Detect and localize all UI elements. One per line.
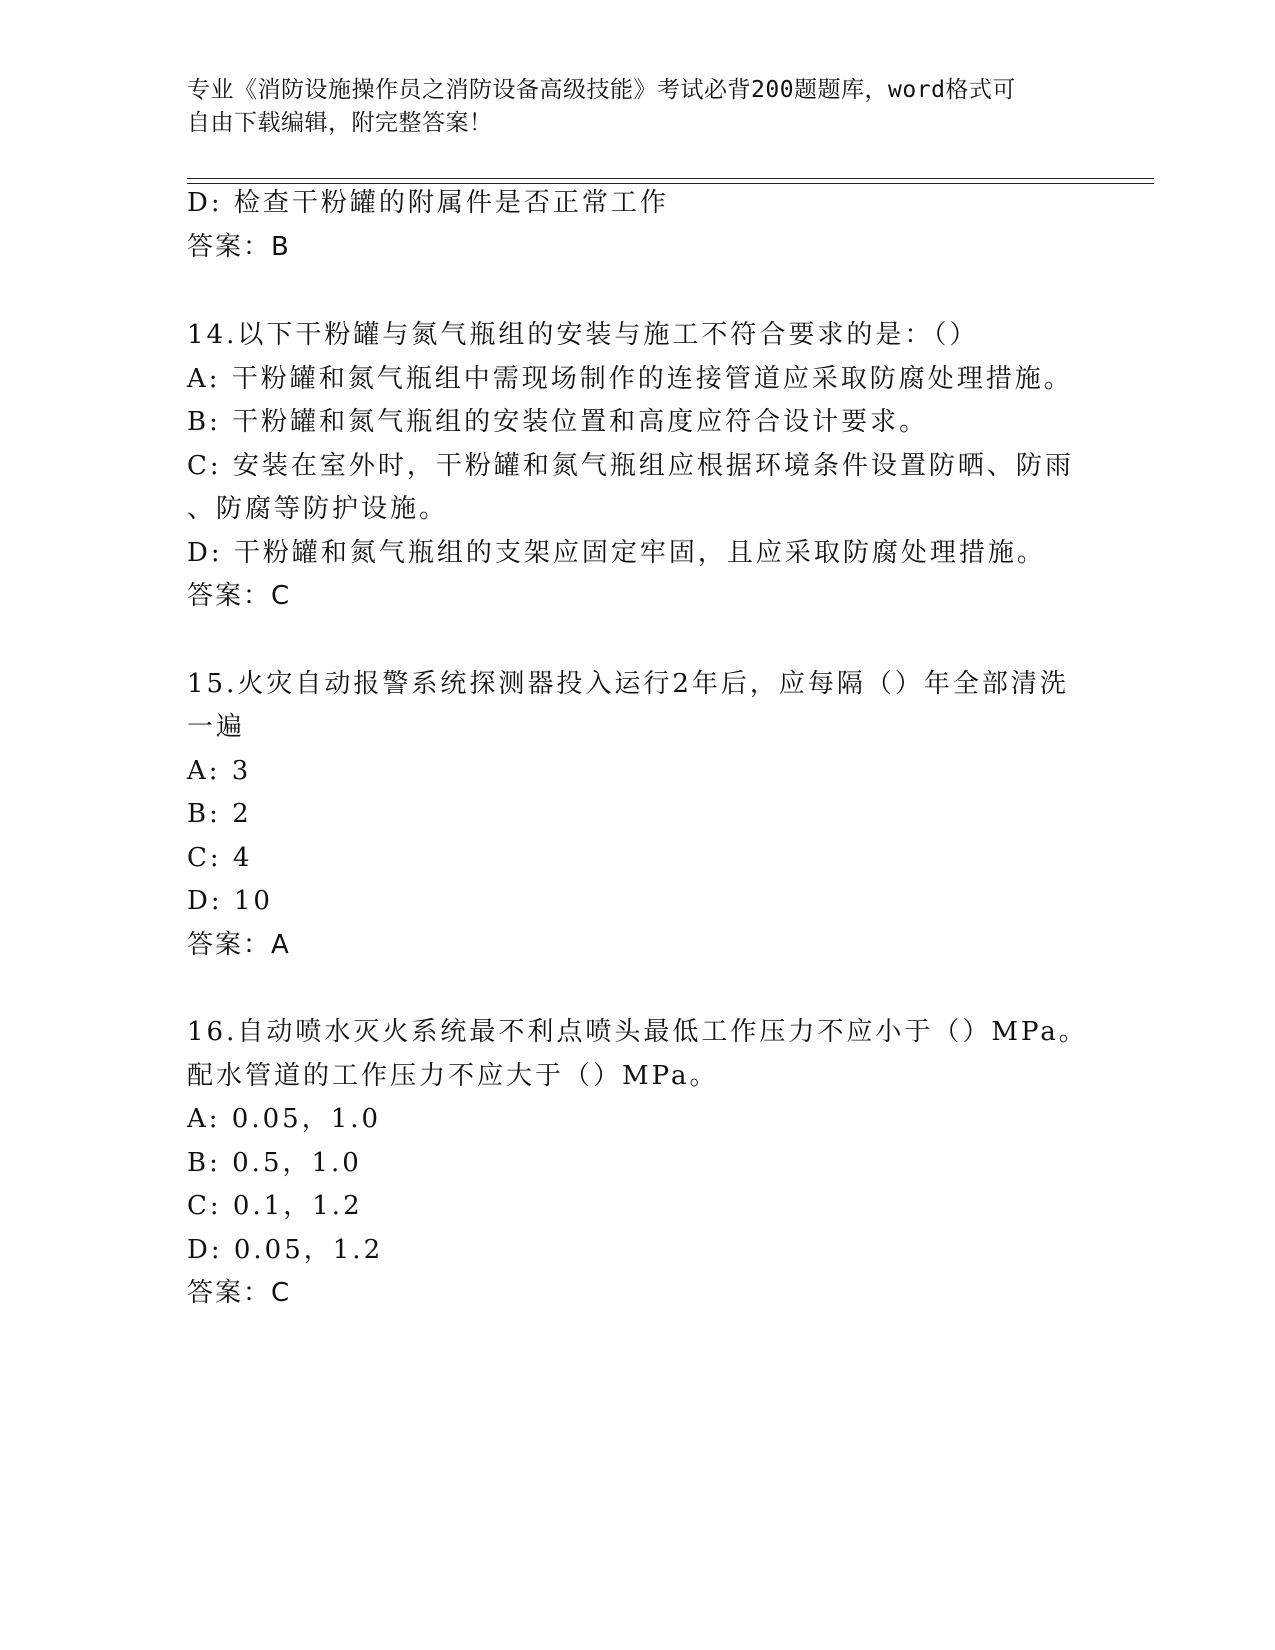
q15-option-c: C: 4: [187, 843, 253, 873]
q15-answer: 答案：A: [187, 930, 291, 960]
q15-option-a: A: 3: [187, 756, 252, 786]
q16-stem: 16.自动喷水灭火系统最不利点喷头最低工作压力不应小于（）MPa。: [187, 1017, 1088, 1047]
q16-option-b: B: 0.5，1.0: [187, 1148, 362, 1178]
document-header: [187, 74, 1067, 140]
q14-option-b: B: 干粉罐和氮气瓶组的安装位置和高度应符合设计要求。: [187, 407, 929, 437]
header-divider-top: [187, 178, 1154, 179]
q16-option-c: C: 0.1，1.2: [187, 1191, 363, 1221]
q16-option-d: D: 0.05，1.2: [187, 1235, 384, 1265]
q16-option-a: A: 0.05，1.0: [187, 1104, 382, 1134]
q14-option-c-cont: 、防腐等防护设施。: [187, 494, 449, 524]
q14-option-a: A: 干粉罐和氮气瓶组中需现场制作的连接管道应采取防腐处理措施。: [187, 364, 1073, 394]
q14-answer: 答案：C: [187, 581, 292, 611]
prev-answer: 答案：B: [187, 232, 291, 262]
header-line-1: 专业《消防设施操作员之消防设备高级技能》考试必背200题题库，word格式可: [187, 77, 1016, 103]
q15-stem-cont: 一遍: [187, 712, 246, 742]
q15-option-b: B: 2: [187, 799, 252, 829]
header-divider-bottom: [187, 183, 1154, 184]
q15-stem: 15.火灾自动报警系统探测器投入运行2年后，应每隔（）年全部清洗: [187, 669, 1069, 699]
q14-stem: 14.以下干粉罐与氮气瓶组的安装与施工不符合要求的是：（）: [187, 320, 979, 350]
q14-option-d: D: 干粉罐和氮气瓶组的支架应固定牢固，且应采取防腐处理措施。: [187, 538, 1046, 568]
q15-option-d: D: 10: [187, 886, 273, 916]
prev-option-d: D: 检查干粉罐的附属件是否正常工作: [187, 188, 669, 218]
q14-option-c: C: 安装在室外时，干粉罐和氮气瓶组应根据环境条件设置防晒、防雨: [187, 451, 1074, 481]
q16-stem-cont: 配水管道的工作压力不应大于（）MPa。: [187, 1061, 719, 1091]
q16-answer: 答案：C: [187, 1278, 292, 1308]
header-line-2: 自由下载编辑，附完整答案！: [187, 110, 493, 136]
